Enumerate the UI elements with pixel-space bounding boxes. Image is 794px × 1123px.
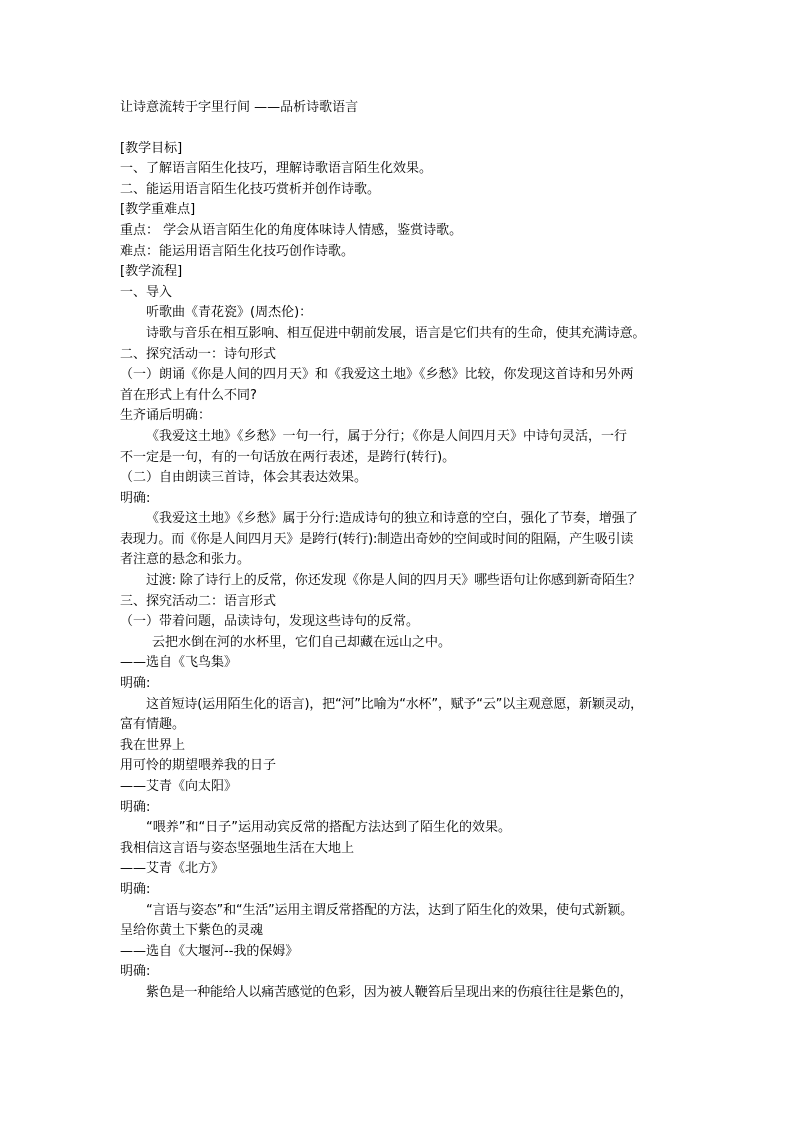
clarify-label: 明确: [120, 799, 151, 815]
clarify-paragraph-1: 《我爱这土地》《乡愁》一句一行，属于分行；《你是人间四月天》中诗句灵活，一行 [146, 428, 628, 444]
poem-source-stray-birds: ——选自《飞鸟集》 [120, 655, 238, 671]
difficult-point: 难点：能运用语言陌生化技巧创作诗歌。 [120, 243, 355, 259]
poem-line-believe: 我相信这言语与姿态坚强地生活在大地上 [120, 840, 355, 856]
poem-line-world: 我在世界上 [120, 737, 186, 753]
section-heading-key-points: [教学重难点] [120, 202, 196, 218]
section-heading-goals: [教学目标] [120, 140, 183, 156]
document-title: 让诗意流转于字里行间 ——品析诗歌语言 [120, 100, 359, 115]
clarify-paragraph-2-cont: 表现力。而《你是人间四月天》是跨行(转行):制造出奇妙的空间或时间的阻隔，产生吸引读 [120, 531, 634, 547]
poem-line-feed-days: 用可怜的期望喂养我的日子 [120, 758, 277, 774]
poem-line-purple-soul: 呈给你黄土下紫色的灵魂 [120, 923, 264, 939]
clarify-paragraph-3: 这首短诗(运用陌生化的语言)，把“河”比喻为“水杯”，赋予“云”以主观意愿，新颖灵动， [146, 696, 643, 712]
activity-1-task-2: （二）自由朗读三首诗，体会其表达效果。 [120, 470, 368, 486]
poem-line-cloud: 云把水倒在河的水杯里，它们自己却藏在远山之中。 [152, 634, 452, 650]
song-listening: 听歌曲《青花瓷》(周杰伦)： [146, 305, 313, 321]
section-heading-process: [教学流程] [120, 264, 183, 280]
clarify-paragraph-3-cont: 富有情趣。 [120, 717, 186, 733]
activity-1-task-1: （一）朗诵《你是人间的四月天》和《我爱这土地》《乡愁》比较，你发现这首诗和另外两 [120, 367, 634, 383]
document-page [120, 98, 680, 1004]
poem-source-dayanhe: ——选自《大堰河--我的保姆》 [120, 943, 299, 959]
clarify-paragraph-2: 《我爱这土地》《乡愁》属于分行:造成诗句的独立和诗意的空白，强化了节奏，增强了 [146, 511, 638, 527]
key-point: 重点： 学会从语言陌生化的角度体味诗人情感，鉴赏诗歌。 [120, 222, 463, 238]
clarify-paragraph-1-cont: 不一定是一句，有的一句话放在两行表述，是跨行(转行)。 [120, 449, 456, 465]
clarify-paragraph-6: 紫色是一种能给人以痛苦感觉的色彩，因为被人鞭笞后呈现出来的伤痕往往是紫色的， [146, 984, 633, 1000]
intro-paragraph: 诗歌与音乐在相互影响、相互促进中朝前发展，语言是它们共有的生命，使其充满诗意。 [146, 325, 646, 341]
poem-source-to-the-sun: ——艾青《向太阳》 [120, 779, 238, 794]
spacer [120, 119, 680, 139]
clarify-label: 明确: [120, 881, 151, 897]
clarify-paragraph-5: “言语与姿态”和“生活”运用主谓反常搭配的方法，达到了陌生化的效果，使句式新颖。 [146, 902, 633, 918]
clarify-label: 明确: [120, 964, 151, 980]
activity-2-heading: 三、探究活动二：语言形式 [120, 593, 277, 609]
activity-2-task-1: （一）带着问题，品读诗句，发现这些诗句的反常。 [120, 614, 420, 630]
goal-2: 二、能运用语言陌生化技巧赏析并创作诗歌。 [120, 181, 381, 197]
clarify-paragraph-2-end: 者注意的悬念和张力。 [120, 552, 251, 568]
poem-source-north: ——艾青《北方》 [120, 861, 225, 877]
recite-clarify-label: 生齐诵后明确： [120, 408, 212, 424]
clarify-paragraph-4: “喂养”和“日子”运用动宾反常的搭配方法达到了陌生化的效果。 [146, 820, 511, 836]
clarify-label: 明确: [120, 490, 151, 506]
goal-1: 一、了解语言陌生化技巧，理解诗歌语言陌生化效果。 [120, 161, 433, 177]
activity-1-heading: 二、探究活动一：诗句形式 [120, 346, 277, 362]
transition-paragraph: 过渡: 除了诗行上的反常，你还发现《你是人间的四月天》哪些语句让你感到新奇陌生？ [146, 573, 641, 589]
activity-1-task-1-cont: 首在形式上有什么不同? [120, 387, 257, 403]
step-intro-heading: 一、导入 [120, 284, 173, 300]
clarify-label: 明确: [120, 676, 151, 692]
